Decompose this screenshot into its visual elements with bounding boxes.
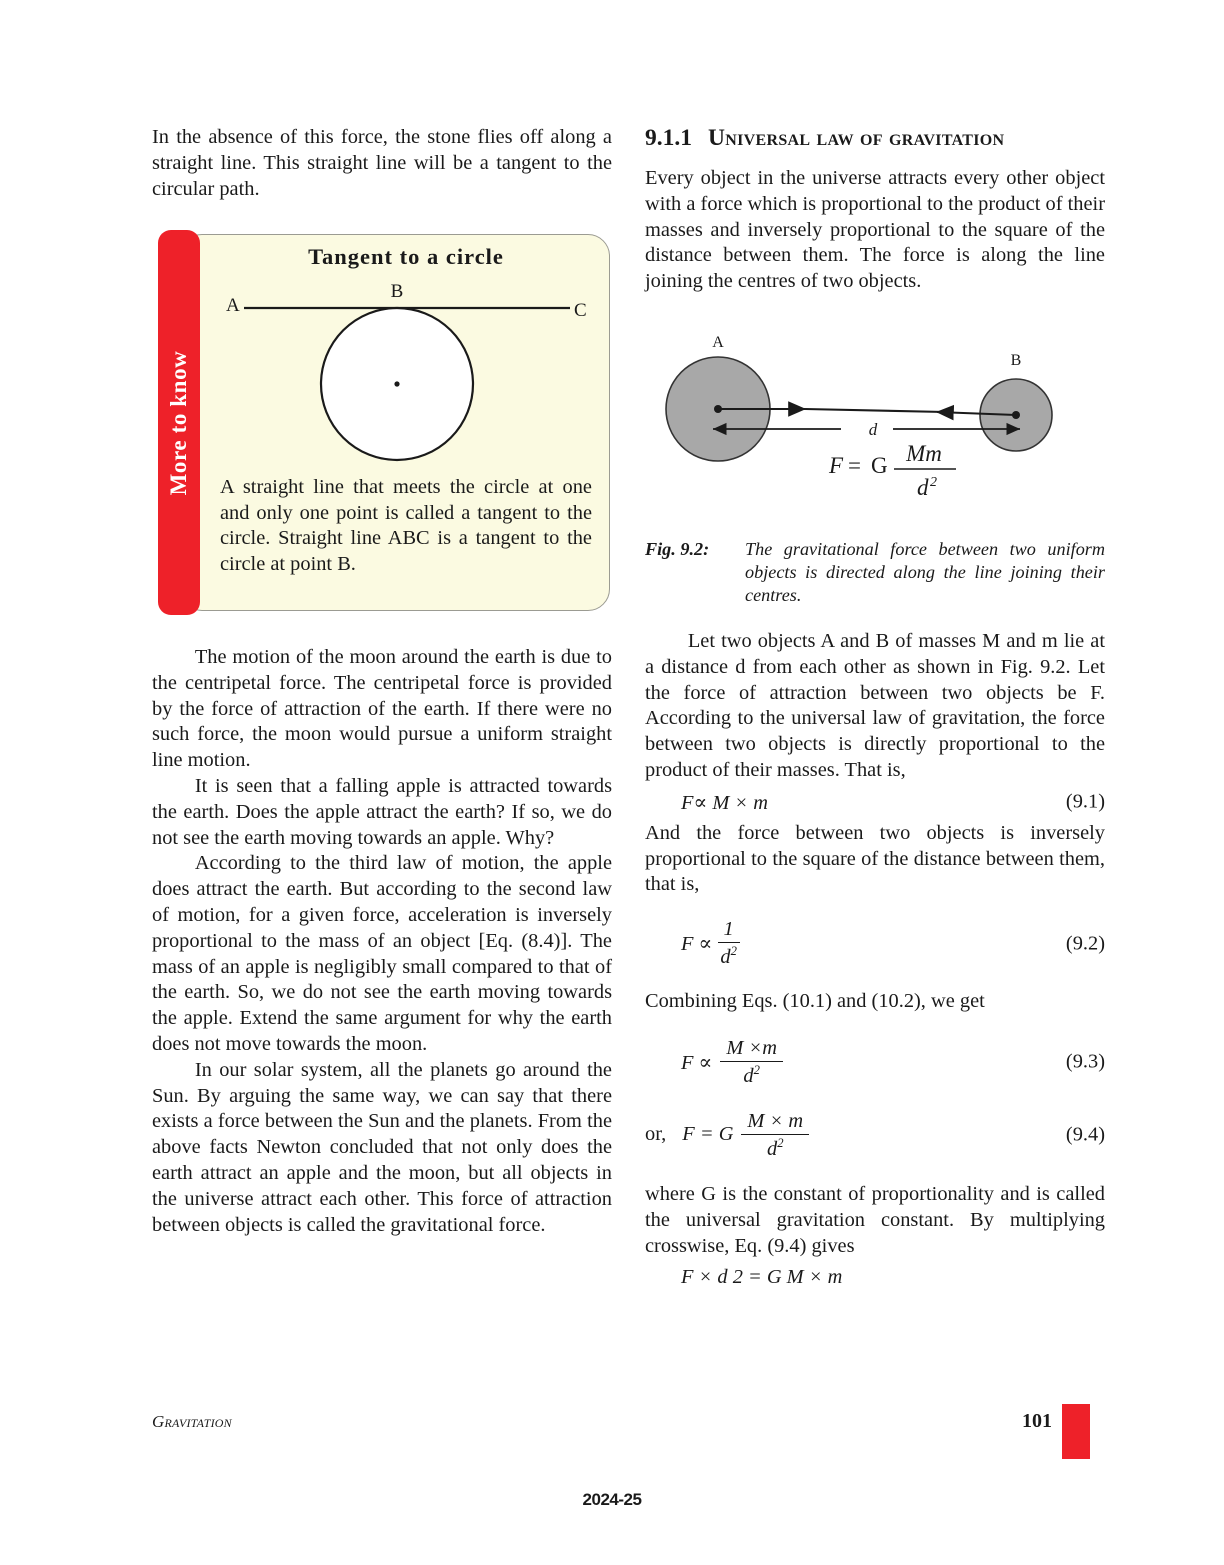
equation-9-2-fraction [714, 918, 743, 969]
equation-9-3-number: (9.3) [1065, 1050, 1105, 1073]
right-column [645, 125, 1105, 1295]
paragraph-let-two-objects: Let two objects A and B of masses M and m lie at a distance d from each other as shown in Fig. 9.2. Let the force of attraction between two objects be F. According to the universal law of gravitation, the force between two objects is directly proportional to the product of their masses. That is, [645, 629, 1105, 781]
figure-label-b: B [1010, 351, 1022, 369]
equation-9-4-numerator: M × m [741, 1110, 809, 1135]
figure-equation-equals: = [848, 452, 861, 478]
figure-label-d: d [868, 419, 878, 439]
equation-final [645, 1266, 1105, 1289]
more-to-know-title: Tangent to a circle [308, 244, 504, 269]
equation-9-4-lead: or, [645, 1123, 667, 1146]
equation-9-2 [645, 918, 1105, 969]
figure-caption-text: The gravitational force between two uniform objects is directed along the line joining their centres. [745, 538, 1105, 605]
more-to-know-box [152, 230, 610, 615]
figure-label-a: A [712, 333, 724, 351]
footer-chapter-name: Gravitation [152, 1412, 232, 1431]
paragraph-falling-apple: It is seen that a falling apple is attracted towards the earth. Does the apple attract the earth? If so, we do not see the earth moving towards an apple. Why? [152, 774, 612, 849]
figure-equation-denominator: d [917, 474, 929, 500]
paragraph-moon-motion: The motion of the moon around the earth is due to the centripetal force. The centripetal force is provided by the force of attraction of the earth. If there were no such force, the moon would pursue a uniform straight line motion. [152, 646, 612, 772]
figure-9-2-diagram [645, 321, 1105, 521]
section-number: 9.1.1 [645, 125, 692, 151]
figure-equation-exponent: 2 [930, 474, 937, 490]
left-column-body [152, 645, 612, 1238]
paragraph-intro-left: In the absence of this force, the stone flies off along a straight line. This straight line will be a tangent to the circular path. [152, 126, 612, 200]
tangent-label-a: A [226, 295, 240, 316]
section-heading [645, 125, 1105, 152]
equation-9-1 [645, 790, 1105, 815]
equation-9-3-numerator: M ×m [720, 1037, 783, 1062]
equation-9-2-denominator: $d^2$ [720, 944, 737, 968]
equation-9-3-lhs: F ∝ [681, 1051, 713, 1074]
figure-caption [645, 538, 1105, 607]
equation-9-3 [645, 1037, 1105, 1088]
paragraph-solar-system: In our solar system, all the planets go around the Sun. By arguing the same way, we can say that there exists a force between the Sun and the planets. From the above facts Newton concluded that not only does the earth attract an apple and the moon, but all objects in the universe attract each other. This force of attraction between objects is called the gravitational force. [152, 1058, 612, 1236]
footer-page-number: 101 [1022, 1410, 1052, 1432]
equation-9-3-denominator: $d^2$ [743, 1062, 760, 1087]
equation-9-2-number: (9.2) [1065, 932, 1105, 955]
figure-equation-g: G [871, 452, 888, 478]
equation-9-4-fraction [741, 1110, 809, 1161]
equation-9-3-fraction [720, 1037, 783, 1088]
paragraph-and-force: And the force between two objects is inversely proportional to the square of the distance between them, that is, [645, 821, 1105, 896]
more-to-know-tab [158, 230, 200, 615]
more-to-know-tab-label: More to know [166, 350, 191, 495]
footer-year: 2024-25 [582, 1490, 642, 1509]
paragraph-third-law: According to the third law of motion, the apple does attract the earth. But according to the second law of motion, for a given force, acceleration is inversely proportional to the mass of an object [Eq. (8.4)]. The mass of an apple is negligibly small compared to that of the earth. So, we do not see the earth moving towards the apple. Extend the same argument for why the earth does not move towards the moon. [152, 852, 612, 1055]
paragraph-universal-law: Every object in the universe attracts every other object with a force which is proportional to the product of their masses and inversely proportional to the square of the distance between them. The force is along the line joining the centres of two objects. [645, 167, 1105, 293]
equation-9-4-lhs: F = G [682, 1123, 734, 1146]
equation-9-1-expression: F∝ M × m [681, 791, 769, 814]
figure-equation-f: F [829, 452, 844, 478]
more-to-know-text: A straight line that meets the circle at one and only one point is called a tangent to the circle. Straight line ABC is a tangent to the circle at point B. [220, 476, 592, 575]
left-column [152, 125, 612, 202]
force-line-middle [805, 409, 945, 412]
tangent-label-c: C [574, 300, 587, 321]
tangent-label-b: B [390, 281, 404, 302]
figure-equation-numerator: Mm [906, 440, 942, 466]
figure-caption-label: Fig. 9.2: [645, 538, 710, 559]
equation-9-2-numerator: 1 [718, 918, 740, 943]
equation-9-1-number: (9.1) [1065, 790, 1105, 813]
section-title: Universal law of gravitation [708, 125, 1005, 151]
circle-centre-dot [394, 381, 399, 386]
footer-red-tab [1062, 1404, 1090, 1459]
equation-final-expression: F × d 2 = G M × m [681, 1265, 843, 1288]
equation-9-4-number: (9.4) [1065, 1123, 1105, 1146]
paragraph-where-g: where G is the constant of proportionality and is called the universal gravitation constant. By multiplying crosswise, Eq. (9.4) gives [645, 1183, 1105, 1257]
paragraph-combining-eqs: Combining Eqs. (10.1) and (10.2), we get [645, 989, 985, 1012]
equation-9-2-lhs: F ∝ [681, 933, 713, 956]
equation-9-4 [645, 1110, 1105, 1161]
tangent-circle-diagram [212, 278, 602, 468]
equation-9-4-denominator: $d^2$ [767, 1135, 784, 1160]
